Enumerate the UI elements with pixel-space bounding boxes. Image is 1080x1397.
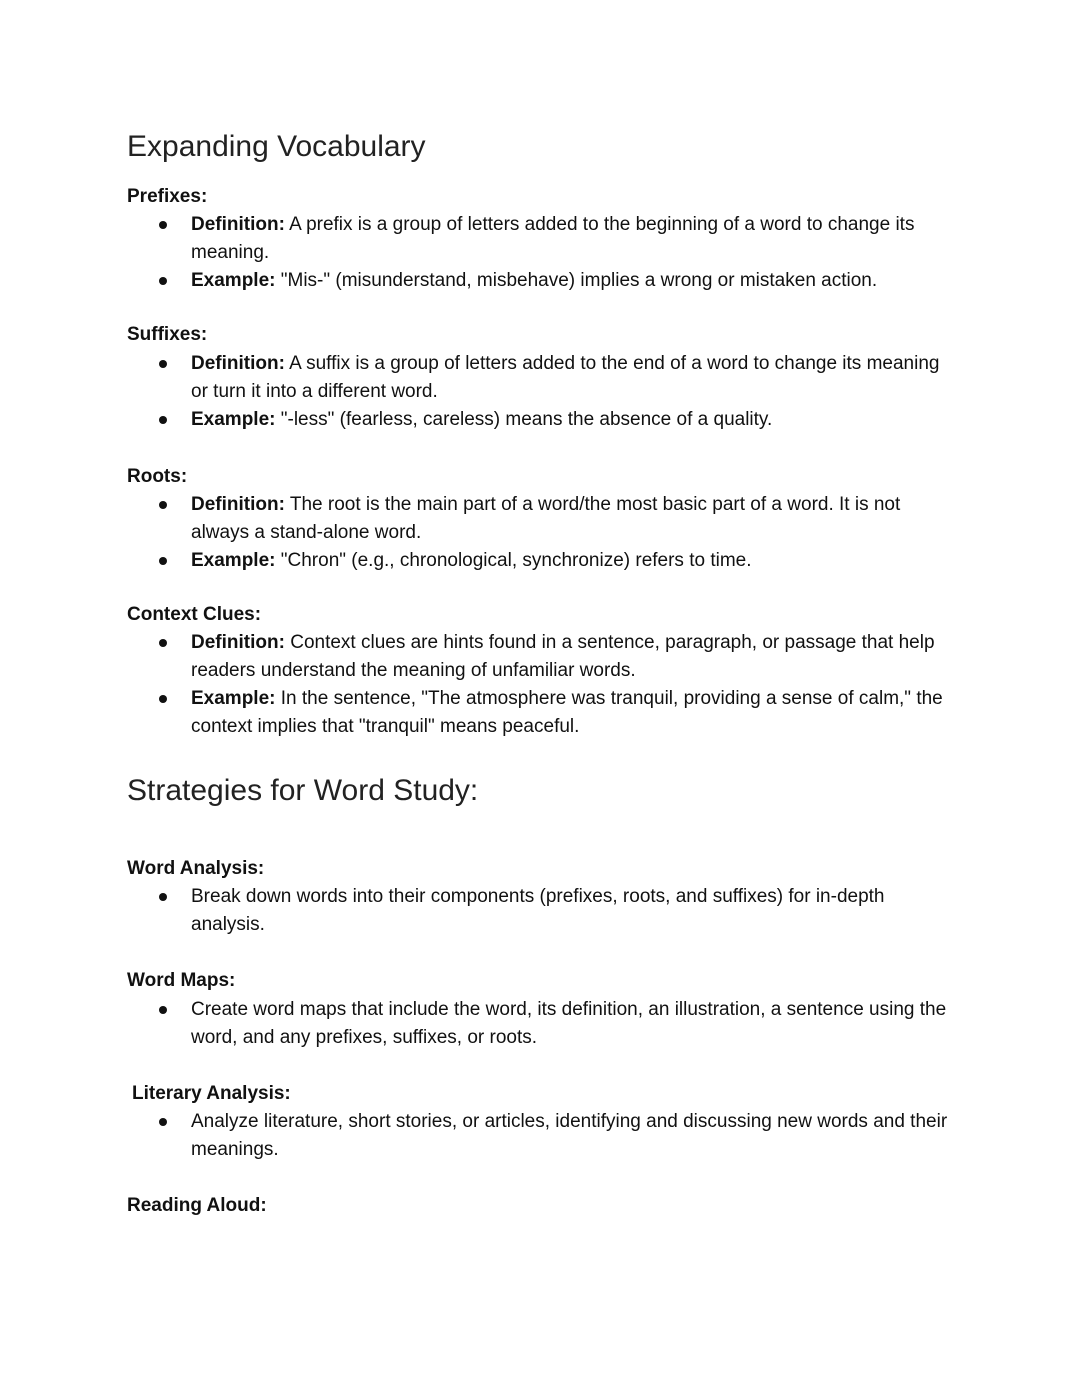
item-text: Create word maps that include the word, its definition, an illustration, a sentence using the word, and any prefixes, suffixes, or roots. xyxy=(191,999,947,1048)
heading-strategies-word-study: Strategies for Word Study: xyxy=(127,774,479,807)
list-item xyxy=(127,629,957,685)
section-label-literary-analysis: Literary Analysis: xyxy=(132,1083,291,1104)
list-item xyxy=(127,211,957,267)
section-label-suffixes: Suffixes: xyxy=(127,324,208,345)
bullet-icon xyxy=(159,695,167,703)
suffixes-list xyxy=(127,350,957,434)
bullet-icon xyxy=(159,360,167,368)
term-label: Example: xyxy=(191,550,276,571)
bullet-icon xyxy=(159,221,167,229)
term-label: Example: xyxy=(191,270,276,291)
bullet-icon xyxy=(159,639,167,647)
term-label: Definition: xyxy=(191,353,285,374)
list-item xyxy=(127,996,957,1052)
list-item xyxy=(127,350,957,406)
section-label-roots: Roots: xyxy=(127,466,188,487)
list-item xyxy=(127,547,957,575)
bullet-icon xyxy=(159,501,167,509)
section-label-reading-aloud: Reading Aloud: xyxy=(127,1195,267,1216)
item-text: "-less" (fearless, careless) means the absence of a quality. xyxy=(275,409,773,430)
word-maps-list xyxy=(127,996,957,1052)
bullet-icon xyxy=(159,1006,167,1014)
bullet-icon xyxy=(159,277,167,285)
term-label: Definition: xyxy=(191,632,285,653)
item-text: A prefix is a group of letters added to the beginning of a word to change its meaning. xyxy=(191,214,915,263)
list-item xyxy=(127,491,957,547)
heading-expanding-vocabulary: Expanding Vocabulary xyxy=(127,130,426,163)
bullet-icon xyxy=(159,416,167,424)
item-text: A suffix is a group of letters added to the end of a word to change its meaning or turn it into a different word. xyxy=(191,353,940,402)
term-label: Example: xyxy=(191,688,276,709)
bullet-icon xyxy=(159,1118,167,1126)
bullet-icon xyxy=(159,893,167,901)
item-text: Analyze literature, short stories, or articles, identifying and discussing new words and their meanings. xyxy=(191,1111,948,1160)
section-label-word-maps: Word Maps: xyxy=(127,970,236,991)
item-text: Context clues are hints found in a sentence, paragraph, or passage that help readers understand the meaning of unfamiliar words. xyxy=(191,632,935,681)
word-analysis-list xyxy=(127,883,957,939)
term-label: Definition: xyxy=(191,494,285,515)
item-text: Break down words into their components (prefixes, roots, and suffixes) for in-depth analysis. xyxy=(191,886,885,935)
context-clues-list xyxy=(127,629,957,741)
term-label: Example: xyxy=(191,409,276,430)
section-label-prefixes: Prefixes: xyxy=(127,186,208,207)
item-text: "Mis-" (misunderstand, misbehave) implies a wrong or mistaken action. xyxy=(275,270,878,291)
item-text: "Chron" (e.g., chronological, synchronize) refers to time. xyxy=(275,550,752,571)
list-item xyxy=(127,267,957,295)
item-text: The root is the main part of a word/the most basic part of a word. It is not always a stand-alone word. xyxy=(191,494,901,543)
item-text: In the sentence, "The atmosphere was tranquil, providing a sense of calm," the context implies that "tranquil" means peaceful. xyxy=(191,688,943,737)
section-label-context-clues: Context Clues: xyxy=(127,604,262,625)
list-item xyxy=(127,406,957,434)
prefixes-list xyxy=(127,211,957,295)
list-item xyxy=(127,1108,957,1164)
literary-analysis-list xyxy=(127,1108,957,1164)
list-item xyxy=(127,883,957,939)
term-label: Definition: xyxy=(191,214,285,235)
section-label-word-analysis: Word Analysis: xyxy=(127,858,265,879)
list-item xyxy=(127,685,957,741)
bullet-icon xyxy=(159,557,167,565)
roots-list xyxy=(127,491,957,575)
